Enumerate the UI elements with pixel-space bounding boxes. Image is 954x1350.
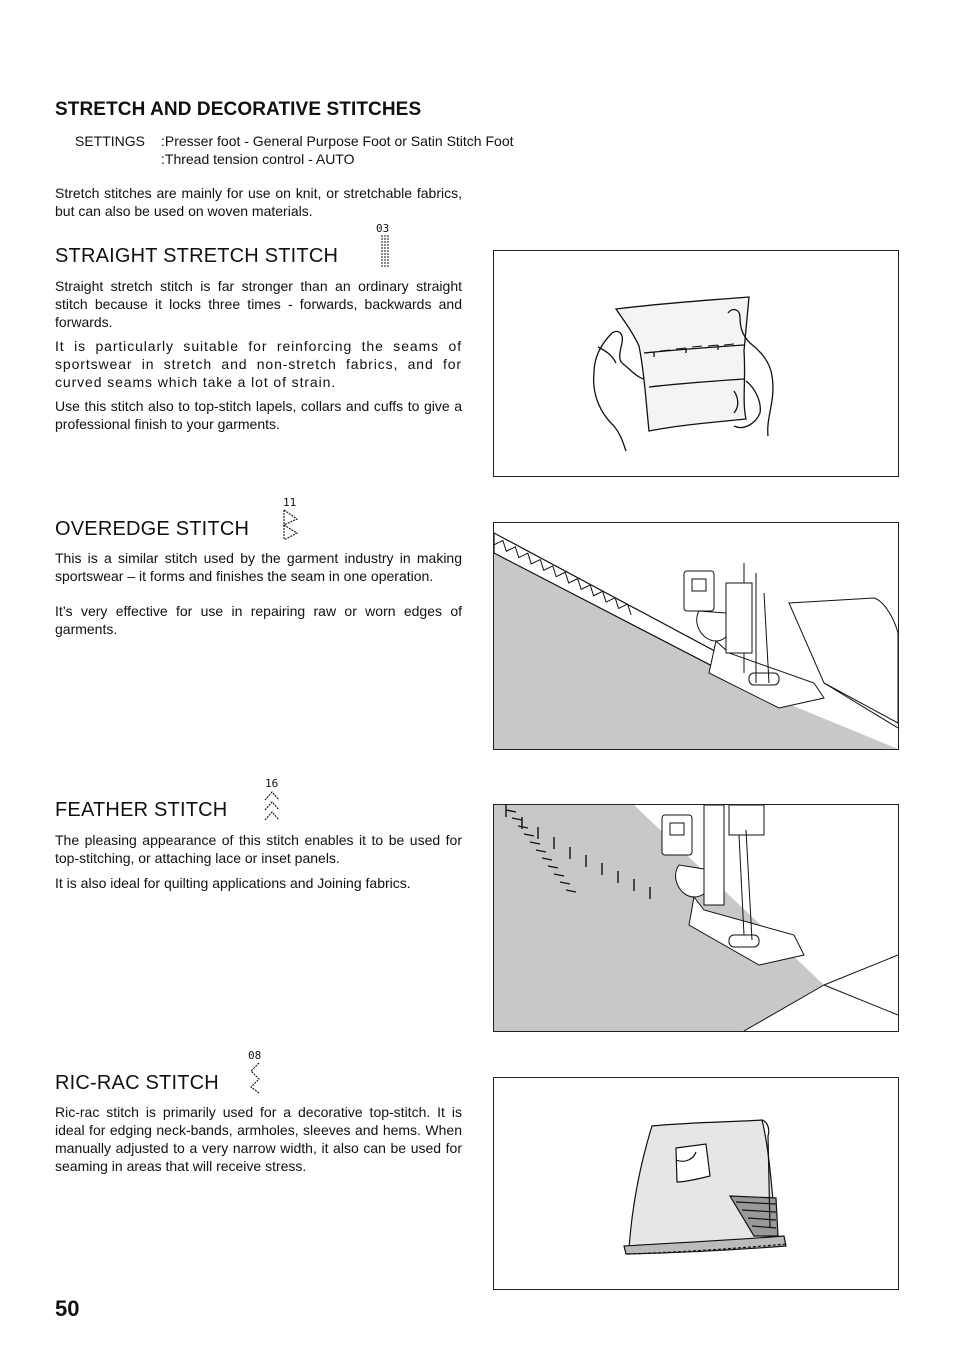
figure-feather-presser-foot bbox=[493, 804, 899, 1032]
page-number: 50 bbox=[55, 1296, 80, 1321]
stitch-number-03: 03 bbox=[376, 222, 390, 235]
feather-stitch-icon bbox=[263, 790, 283, 822]
stitch-number-11: 11 bbox=[283, 496, 297, 509]
overedge-paragraph-1: This is a similar stitch used by the garment industry in making sportswear – it forms and finishes the seam in one operation. bbox=[55, 550, 462, 584]
section-heading-overedge: OVEREDGE STITCH bbox=[55, 518, 250, 540]
stitch-number-16: 16 bbox=[265, 777, 279, 790]
overedge-stitch-icon bbox=[282, 509, 300, 541]
figure-hands-stretching-fabric bbox=[493, 250, 899, 477]
ric-rac-paragraph-1: Ric-rac stitch is primarily used for a decorative top-stitch. It is ideal for edging neck-bands, armholes, sleeves and hems. When manually adjusted to a very narrow width, it also can be used for seaming in areas that will receive stress. bbox=[55, 1104, 462, 1174]
page-title: STRETCH AND DECORATIVE STITCHES bbox=[55, 99, 422, 120]
feather-paragraph-2: It is also ideal for quilting applications and Joining fabrics. bbox=[55, 875, 411, 891]
section-heading-straight-stretch: STRAIGHT STRETCH STITCH bbox=[55, 245, 339, 267]
ric-rac-stitch-icon bbox=[247, 1062, 265, 1094]
intro-paragraph: Stretch stitches are mainly for use on knit, or stretchable fabrics, but can also be used on woven materials. bbox=[55, 185, 462, 219]
straight-stretch-paragraph-1: Straight stretch stitch is far stronger than an ordinary straight stitch because it locks three times - forwards, backwards and forwards. bbox=[55, 278, 462, 330]
straight-stretch-paragraph-3: Use this stitch also to top-stitch lapels, collars and cuffs to give a professional finish to your garments. bbox=[55, 398, 462, 432]
feather-paragraph-1: The pleasing appearance of this stitch enables it to be used for top-stitching, or attaching lace or inset panels. bbox=[55, 832, 462, 866]
figure-overedge-presser-foot bbox=[493, 522, 899, 750]
straight-stretch-stitch-icon bbox=[378, 235, 392, 267]
settings-thread-tension: :Thread tension control - AUTO bbox=[161, 151, 355, 167]
settings-presser-foot: :Presser foot - General Purpose Foot or Satin Stitch Foot bbox=[161, 133, 514, 149]
overedge-paragraph-2: It’s very effective for use in repairing raw or worn edges of garments. bbox=[55, 603, 462, 637]
section-heading-feather: FEATHER STITCH bbox=[55, 799, 228, 821]
settings-label: SETTINGS bbox=[75, 133, 146, 149]
figure-folded-garment-edge bbox=[493, 1077, 899, 1290]
section-heading-ric-rac: RIC-RAC STITCH bbox=[55, 1072, 219, 1094]
straight-stretch-paragraph-2: It is particularly suitable for reinforcing the seams of sportswear in stretch and non-stretch fabrics, and for curved seams which take a lot of strain. bbox=[55, 338, 462, 390]
stitch-number-08: 08 bbox=[248, 1049, 262, 1062]
